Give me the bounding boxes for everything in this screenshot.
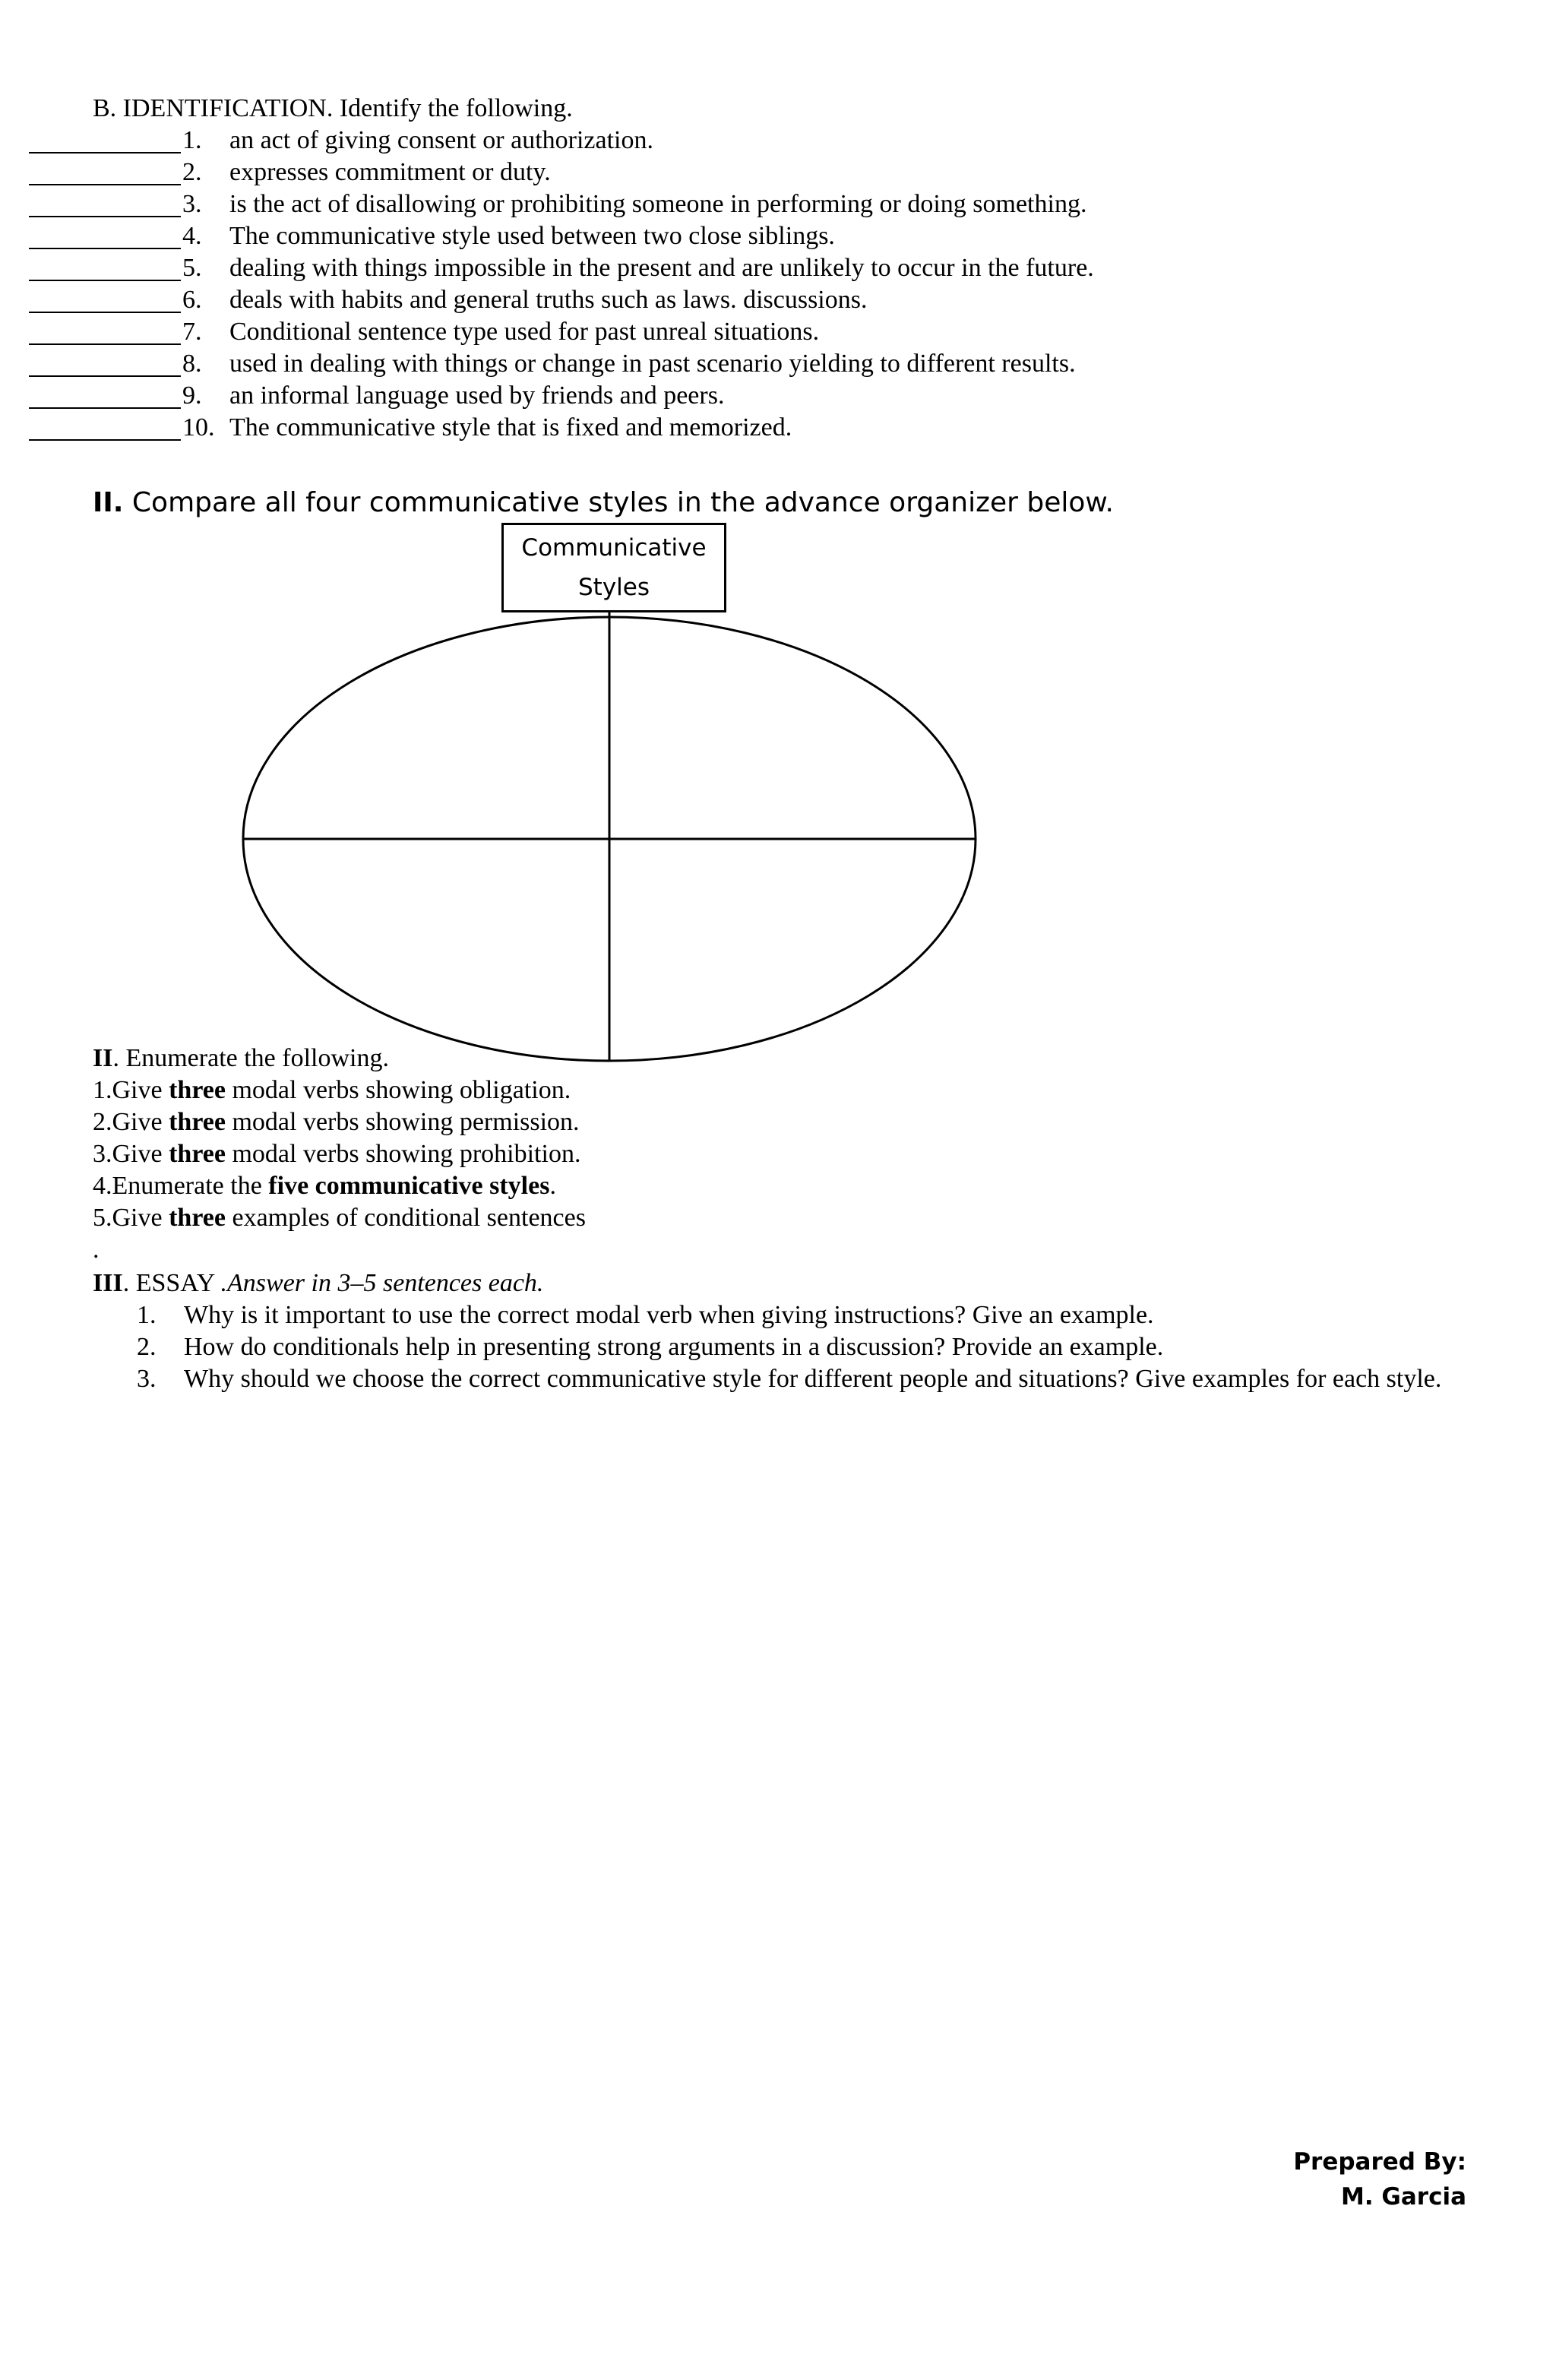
- item-number: 5.: [182, 254, 202, 282]
- identification-item: [0, 412, 1292, 444]
- enumerate-item-bold: three: [169, 1108, 226, 1136]
- identification-item: [0, 188, 1292, 220]
- item-text: an act of giving consent or authorization.: [229, 126, 653, 154]
- essay-question-number: 1.: [137, 1301, 157, 1329]
- identification-item: [0, 252, 1292, 284]
- item-number: 9.: [182, 381, 202, 410]
- identification-item: [0, 348, 1292, 380]
- enumerate-item-post: modal verbs showing prohibition.: [225, 1140, 581, 1168]
- enumerate-item: [93, 1170, 556, 1202]
- essay-heading: [93, 1268, 543, 1299]
- item-number: 7.: [182, 318, 202, 346]
- enumerate-item-pre: 1.Give: [93, 1076, 169, 1104]
- item-text: dealing with things impossible in the present and are unlikely to occur in the future.: [229, 254, 1094, 282]
- item-text: used in dealing with things or change in past scenario yielding to different results.: [229, 350, 1076, 378]
- enumerate-item: [93, 1138, 580, 1170]
- essay-question-number: 3.: [137, 1365, 157, 1393]
- section-b-heading: B. IDENTIFICATION. Identify the following.: [93, 94, 573, 122]
- item-number: 10.: [182, 413, 215, 442]
- item-number: 4.: [182, 222, 202, 250]
- enumerate-heading: [93, 1043, 389, 1074]
- enumerate-heading-text: . Enumerate the following.: [112, 1044, 389, 1072]
- enumerate-item-bold: three: [169, 1140, 226, 1168]
- organizer-title-box: [501, 523, 726, 612]
- enumerate-item-post: .: [549, 1172, 556, 1200]
- essay-heading-instruction: .Answer in 3–5 sentences each.: [220, 1269, 544, 1297]
- answer-blank[interactable]: [29, 248, 181, 249]
- enumerate-item-pre: 4.Enumerate the: [93, 1172, 269, 1200]
- essay-heading-number: III: [93, 1269, 123, 1297]
- identification-item: [0, 125, 1292, 157]
- enumerate-heading-number: II: [93, 1044, 113, 1072]
- item-number: 8.: [182, 350, 202, 378]
- organizer-heading-number: II.: [93, 487, 124, 518]
- item-number: 6.: [182, 286, 202, 314]
- essay-heading-text: . ESSAY: [122, 1269, 221, 1297]
- answer-blank[interactable]: [29, 439, 181, 441]
- item-number: 3.: [182, 190, 202, 218]
- enumerate-item-post: modal verbs showing permission.: [225, 1108, 580, 1136]
- item-text: The communicative style used between two close siblings.: [229, 222, 835, 250]
- essay-question-text: How do conditionals help in presenting strong arguments in a discussion? Provide an example.: [184, 1333, 1164, 1361]
- enumerate-item-bold: three: [169, 1076, 226, 1104]
- answer-blank[interactable]: [29, 280, 181, 281]
- answer-blank[interactable]: [29, 152, 181, 153]
- identification-item: [0, 380, 1292, 412]
- organizer-ellipse: [243, 617, 976, 1061]
- identification-item: [0, 220, 1292, 252]
- enumerate-item-pre: 2.Give: [93, 1108, 169, 1136]
- organizer-title-line1: Communicative: [521, 534, 707, 562]
- enumerate-trailing-dot: .: [93, 1236, 100, 1264]
- organizer-heading: [93, 486, 1114, 520]
- answer-blank[interactable]: [29, 184, 181, 185]
- enumerate-item-bold: three: [169, 1204, 226, 1232]
- essay-question-number: 2.: [137, 1333, 157, 1361]
- item-text: expresses commitment or duty.: [229, 158, 551, 186]
- enumerate-item-bold: five communicative styles: [268, 1172, 550, 1200]
- enumerate-item-pre: 3.Give: [93, 1140, 169, 1168]
- answer-blank[interactable]: [29, 375, 181, 377]
- item-number: 1.: [182, 126, 202, 154]
- organizer-title-line2: Styles: [577, 574, 650, 601]
- prepared-by-label: Prepared By:: [1293, 2148, 1466, 2176]
- item-text: an informal language used by friends and peers.: [229, 381, 725, 410]
- answer-blank[interactable]: [29, 343, 181, 345]
- enumerate-item: [93, 1106, 580, 1138]
- essay-question-text: Why is it important to use the correct modal verb when giving instructions? Give an example.: [184, 1301, 1154, 1329]
- identification-item: [0, 157, 1292, 188]
- prepared-by-block: [1293, 2144, 1466, 2214]
- item-text: The communicative style that is fixed and memorized.: [229, 413, 792, 442]
- organizer-heading-text: Compare all four communicative styles in the advance organizer below.: [123, 487, 1114, 518]
- enumerate-item: [93, 1074, 571, 1106]
- enumerate-item-post: modal verbs showing obligation.: [225, 1076, 571, 1104]
- item-text: is the act of disallowing or prohibiting someone in performing or doing something.: [229, 190, 1087, 218]
- answer-blank[interactable]: [29, 216, 181, 217]
- item-text: deals with habits and general truths such as laws. discussions.: [229, 286, 868, 314]
- item-number: 2.: [182, 158, 202, 186]
- answer-blank[interactable]: [29, 407, 181, 409]
- enumerate-item-post: examples of conditional sentences: [225, 1204, 586, 1232]
- prepared-by-name: M. Garcia: [1341, 2183, 1466, 2211]
- identification-item: [0, 316, 1292, 348]
- enumerate-item: [93, 1202, 586, 1234]
- enumerate-item-pre: 5.Give: [93, 1204, 169, 1232]
- item-text: Conditional sentence type used for past unreal situations.: [229, 318, 820, 346]
- identification-item: [0, 284, 1292, 316]
- answer-blank[interactable]: [29, 312, 181, 313]
- essay-question-text: Why should we choose the correct communicative style for different people and situations? Give examples for each style.: [184, 1365, 1442, 1393]
